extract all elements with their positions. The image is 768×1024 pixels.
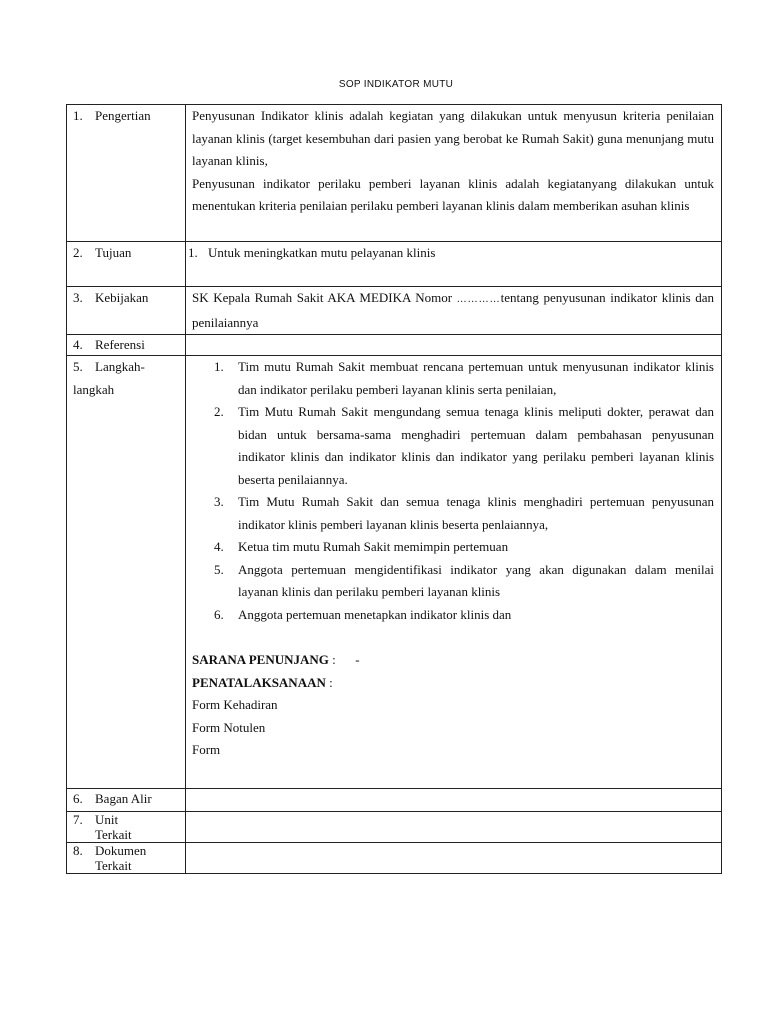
- penatalaksanaan-label: PENATALAKSANAAN: [192, 674, 326, 690]
- content-cell-langkah: [186, 356, 722, 789]
- step-number: 2.: [214, 404, 224, 419]
- step-item: [214, 401, 714, 491]
- tujuan-item-text: Untuk meningkatkan mutu pelayanan klinis: [208, 245, 436, 260]
- row-label: Referensi: [95, 337, 145, 352]
- form-item: Form: [192, 742, 221, 757]
- sarana-penunjang-label: SARANA PENUNJANG: [192, 652, 329, 667]
- row-number: 3.: [73, 290, 83, 305]
- row-number: 4.: [73, 337, 83, 352]
- label-cell-referensi: [67, 335, 186, 356]
- kebijakan-text-before: SK Kepala Rumah Sakit AKA MEDIKA Nomor: [192, 290, 457, 305]
- step-item: [214, 559, 714, 604]
- row-langkah: [67, 356, 722, 789]
- step-item: [214, 356, 714, 401]
- penatalaksanaan-colon: :: [325, 674, 333, 690]
- sarana-penunjang-line: [192, 649, 714, 672]
- row-label-line-2: Terkait: [95, 827, 132, 842]
- label-cell-pengertian: [67, 105, 186, 242]
- row-label: Tujuan: [95, 245, 132, 260]
- row-dokumen-terkait: [67, 843, 722, 874]
- step-text: Anggota pertemuan mengidentifikasi indikator yang akan digunakan dalam menilai layanan klinis dan perilaku pemberi layanan klinis: [238, 561, 714, 599]
- step-number: 4.: [214, 539, 224, 554]
- row-label: [73, 356, 185, 401]
- kebijakan-text-after: tentang penyusunan indikator klinis dan penilaiannya: [192, 290, 714, 330]
- row-number: 8.: [73, 843, 83, 858]
- row-label: [95, 843, 185, 873]
- row-label-line-2: langkah: [73, 381, 115, 397]
- step-item: [214, 536, 714, 559]
- row-label: Bagan Alir: [95, 791, 152, 806]
- content-cell-bagan-alir: [186, 789, 722, 812]
- content-cell-tujuan: [186, 242, 722, 287]
- content-cell-kebijakan: [186, 287, 722, 335]
- steps-list: [192, 356, 714, 626]
- form-item: Form Notulen: [192, 719, 266, 735]
- step-number: 5.: [214, 561, 224, 577]
- document-title: SOP INDIKATOR MUTU: [338, 79, 454, 90]
- kebijakan-text: [192, 287, 714, 334]
- row-label: [95, 812, 185, 842]
- row-number: 6.: [73, 791, 83, 806]
- step-item: [214, 491, 714, 536]
- pengertian-paragraph-2: Penyusunan indikator perilaku pemberi layanan klinis adalah kegiatanyang dilakukan untuk menentukan kriteria penilaian perilaku pemberi layanan klinis dalam memberikan asuhan klinis: [192, 175, 714, 213]
- row-number: 2.: [73, 245, 83, 260]
- row-label: Kebijakan: [95, 290, 149, 305]
- step-text: Tim Mutu Rumah Sakit dan semua tenaga klinis menghadiri pertemuan penyusunan indikator klinis pemberi layanan klinis beserta penlaiannya,: [238, 494, 714, 532]
- tujuan-item-number: 1.: [188, 245, 198, 260]
- label-cell-langkah: [67, 356, 186, 789]
- content-cell-pengertian: [186, 105, 722, 242]
- row-label-line-1: Dokumen: [95, 843, 147, 858]
- row-number: 7.: [73, 812, 83, 827]
- label-cell-tujuan: [67, 242, 186, 287]
- row-referensi: [67, 335, 722, 356]
- step-text: Tim Mutu Rumah Sakit mengundang semua tenaga klinis meliputi dokter, perawat dan bidan untuk bersama-sama menghadiri pertemuan dalam pembahasan penyusunan indikator klinis dan indikator klinis dan indikator yang perilaku pemberi layanan klinis beserta penilaiannya.: [238, 404, 714, 487]
- row-label-line-1: Langkah-: [95, 359, 145, 374]
- label-cell-dokumen-terkait: [67, 843, 186, 874]
- kebijakan-number-blank: …………: [456, 294, 501, 305]
- row-unit-terkait: [67, 812, 722, 843]
- step-item: [214, 604, 714, 627]
- sarana-penunjang-value: : -: [328, 652, 360, 667]
- row-tujuan: [67, 242, 722, 287]
- label-cell-bagan-alir: [67, 789, 186, 812]
- content-cell-unit-terkait: [186, 812, 722, 843]
- row-pengertian: [67, 105, 722, 242]
- form-item: Form Kehadiran: [192, 697, 278, 712]
- row-label-line-2: Terkait: [95, 858, 132, 873]
- step-text: Tim mutu Rumah Sakit membuat rencana pertemuan untuk menyusunan indikator klinis dan indikator perilaku pemberi layanan klinis serta penilaian,: [238, 359, 714, 397]
- step-number: 6.: [214, 606, 224, 622]
- content-cell-referensi: [186, 335, 722, 356]
- sop-table: [66, 104, 722, 874]
- row-label-line-1: Unit: [95, 812, 119, 827]
- row-number: 1.: [73, 108, 83, 123]
- label-cell-unit-terkait: [67, 812, 186, 843]
- step-text: Anggota pertemuan menetapkan indikator klinis dan: [238, 606, 512, 622]
- pengertian-paragraph-1: Penyusunan Indikator klinis adalah kegiatan yang dilakukan untuk menyusun kriteria penilaian layanan klinis (target kesembuhan dari pasien yang berobat ke Rumah Sakit) guna menunjang mutu layanan klinis,: [192, 108, 714, 168]
- step-number: 1.: [214, 359, 224, 374]
- step-number: 3.: [214, 494, 224, 509]
- row-number: 5.: [73, 359, 83, 374]
- penatalaksanaan-line: [192, 672, 714, 695]
- row-bagan-alir: [67, 789, 722, 812]
- label-cell-kebijakan: [67, 287, 186, 335]
- content-cell-dokumen-terkait: [186, 843, 722, 874]
- step-text: Ketua tim mutu Rumah Sakit memimpin pertemuan: [238, 539, 509, 554]
- row-label: Pengertian: [95, 108, 151, 123]
- row-kebijakan: [67, 287, 722, 335]
